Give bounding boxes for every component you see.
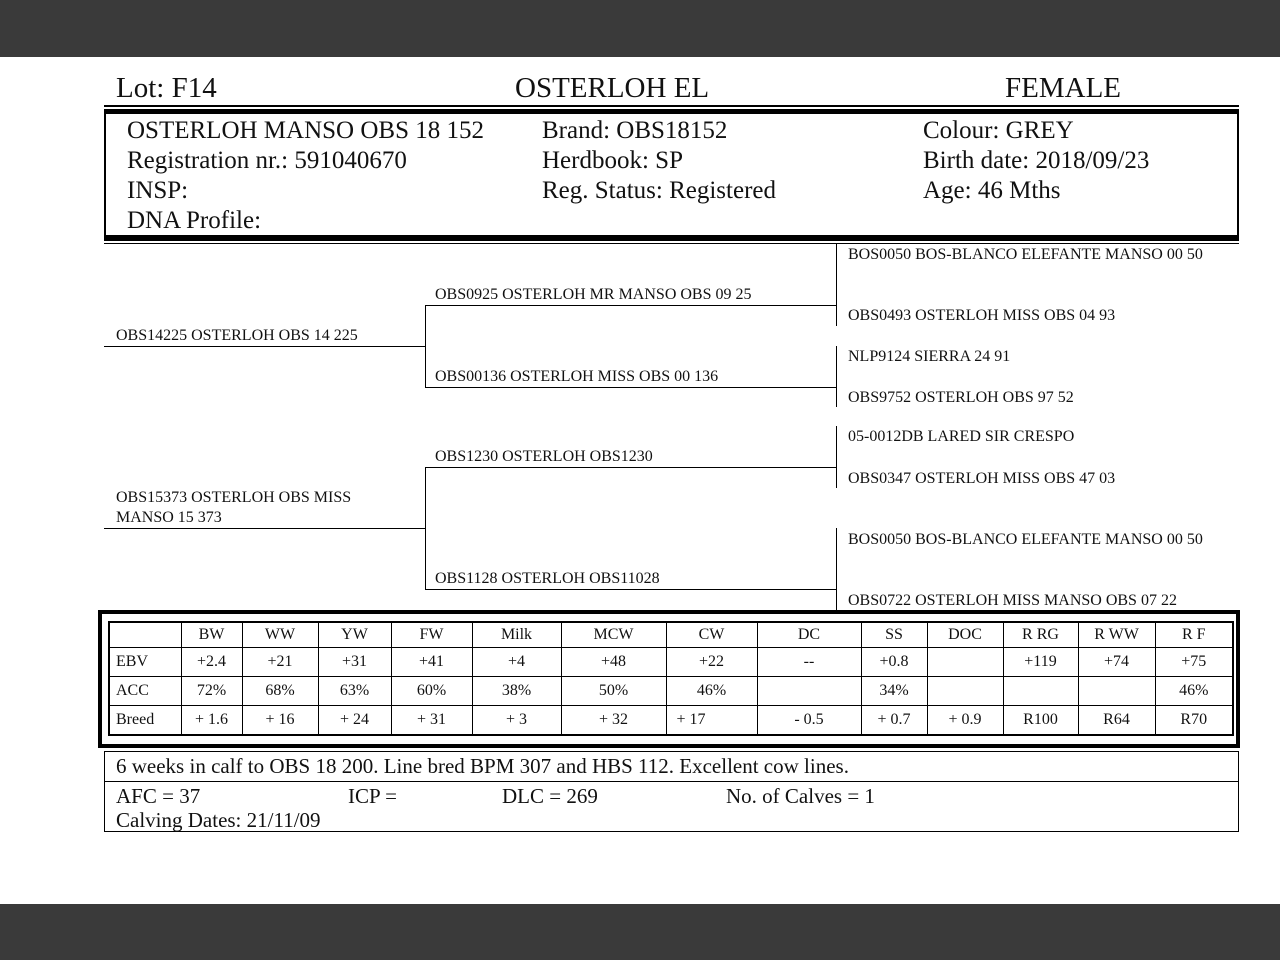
colour: Colour: GREY	[923, 117, 1074, 144]
lot-number: Lot: F14	[116, 72, 217, 104]
table-cell: 38%	[472, 677, 561, 706]
pedigree-gg-8: OBS0722 OSTERLOH MISS MANSO OBS 07 22	[848, 592, 1177, 609]
table-header-row	[109, 622, 1233, 648]
calving-dates: Calving Dates: 21/11/09	[116, 808, 321, 832]
dlc: DLC = 269	[502, 784, 598, 808]
gg-bracket-1	[836, 244, 837, 326]
table-cell	[757, 677, 861, 706]
age: Age: 46 Mths	[923, 177, 1061, 204]
table-cell: +119	[1003, 648, 1078, 677]
pedigree-gg-3: NLP9124 SIERRA 24 91	[848, 348, 1011, 365]
table-cell: + 3	[472, 706, 561, 736]
pedigree-gg-4: OBS9752 OSTERLOH OBS 97 52	[848, 389, 1074, 406]
table-cell: + 0.7	[861, 706, 927, 736]
table-cell: + 1.6	[181, 706, 242, 736]
pedigree-sire-sire: OBS0925 OSTERLOH MR MANSO OBS 09 25	[435, 286, 752, 303]
birth-date: Birth date: 2018/09/23	[923, 147, 1150, 174]
sire-sire-line	[425, 305, 836, 306]
dam-line	[104, 528, 425, 529]
pedigree-dam: OBS15373 OSTERLOH OBS MISS MANSO 15 373	[116, 489, 352, 526]
pedigree-gg-6: OBS0347 OSTERLOH MISS OBS 47 03	[848, 470, 1116, 487]
comment-text: 6 weeks in calf to OBS 18 200. Line bred BPM 307 and HBS 112. Excellent cow lines.	[116, 754, 849, 778]
table-cell: + 17	[666, 706, 757, 736]
gg-bracket-3	[836, 426, 837, 488]
table-row-breed	[109, 706, 1233, 736]
sire-dam-line	[425, 387, 836, 388]
table-cell	[927, 648, 1003, 677]
pedigree-sire-dam: OBS00136 OSTERLOH MISS OBS 00 136	[435, 368, 719, 385]
table-cell: 63%	[318, 677, 391, 706]
table-cell	[1003, 677, 1078, 706]
info-rule-thick	[104, 235, 1239, 241]
header-cell: CW	[666, 622, 757, 648]
top-frame-bar	[0, 0, 1280, 57]
gg-bracket-4	[836, 528, 837, 610]
animal-sex: FEMALE	[1005, 72, 1121, 104]
table-cell: +0.8	[861, 648, 927, 677]
header-cell: R F	[1155, 622, 1233, 648]
table-cell: +2.4	[181, 648, 242, 677]
table-cell: +4	[472, 648, 561, 677]
table-cell: 46%	[1155, 677, 1233, 706]
table-cell: + 32	[561, 706, 666, 736]
row-label: Breed	[109, 706, 181, 736]
table-cell: - 0.5	[757, 706, 861, 736]
table-cell: 46%	[666, 677, 757, 706]
table-row-ebv	[109, 648, 1233, 677]
header-cell: DOC	[927, 622, 1003, 648]
info-left-border	[104, 114, 106, 236]
comment-box	[104, 751, 1239, 782]
dna-profile: DNA Profile:	[127, 207, 262, 234]
table-row-acc	[109, 677, 1233, 706]
info-rule-thin	[104, 243, 1239, 244]
header-cell: DC	[757, 622, 861, 648]
table-cell: + 0.9	[927, 706, 1003, 736]
table-cell	[927, 677, 1003, 706]
table-cell: R100	[1003, 706, 1078, 736]
pedigree-dam-sire: OBS1230 OSTERLOH OBS1230	[435, 448, 653, 465]
header-cell	[109, 622, 181, 648]
header-rule-thin	[104, 105, 1239, 107]
table-cell: +48	[561, 648, 666, 677]
dam-sire-line	[425, 467, 836, 468]
table-cell: 50%	[561, 677, 666, 706]
info-col-1	[127, 116, 484, 236]
header-cell: MCW	[561, 622, 666, 648]
table-cell: +22	[666, 648, 757, 677]
header-cell: Milk	[472, 622, 561, 648]
table-cell: +74	[1078, 648, 1155, 677]
header-rule-thick	[104, 109, 1239, 114]
header-cell: R RG	[1003, 622, 1078, 648]
calving-box	[104, 781, 1239, 832]
sire-line	[104, 346, 425, 347]
table-cell: +31	[318, 648, 391, 677]
reg-status: Reg. Status: Registered	[542, 177, 776, 204]
bottom-frame-bar	[0, 904, 1280, 960]
info-right-border	[1237, 114, 1239, 236]
dam-bracket	[425, 467, 426, 590]
header-cell: BW	[181, 622, 242, 648]
pedigree-dam-dam: OBS1128 OSTERLOH OBS11028	[435, 570, 660, 587]
table-cell: --	[757, 648, 861, 677]
header-cell: FW	[391, 622, 472, 648]
pedigree-gg-5: 05-0012DB LARED SIR CRESPO	[848, 428, 1075, 445]
table-cell: + 24	[318, 706, 391, 736]
afc: AFC = 37	[116, 784, 201, 808]
header-cell: SS	[861, 622, 927, 648]
animal-name: OSTERLOH EL	[515, 72, 710, 104]
table-cell: 72%	[181, 677, 242, 706]
table-cell: R64	[1078, 706, 1155, 736]
table-cell: +21	[242, 648, 318, 677]
icp: ICP =	[348, 784, 397, 808]
table-cell: 68%	[242, 677, 318, 706]
header-cell: WW	[242, 622, 318, 648]
pedigree-gg-2: OBS0493 OSTERLOH MISS OBS 04 93	[848, 307, 1116, 324]
gg-bracket-2	[836, 346, 837, 407]
row-label: ACC	[109, 677, 181, 706]
info-col-2	[542, 116, 776, 206]
dam-dam-line	[425, 589, 836, 590]
table-cell: + 31	[391, 706, 472, 736]
table-cell: 34%	[861, 677, 927, 706]
full-name: OSTERLOH MANSO OBS 18 152	[127, 117, 484, 144]
herdbook: Herdbook: SP	[542, 147, 683, 174]
pedigree-gg-1: BOS0050 BOS-BLANCO ELEFANTE MANSO 00 50	[848, 246, 1203, 263]
brand: Brand: OBS18152	[542, 117, 728, 144]
table-cell: 60%	[391, 677, 472, 706]
pedigree-sire: OBS14225 OSTERLOH OBS 14 225	[116, 327, 358, 344]
row-label: EBV	[109, 648, 181, 677]
table-cell: R70	[1155, 706, 1233, 736]
info-col-3	[923, 116, 1149, 206]
no-of-calves: No. of Calves = 1	[726, 784, 875, 808]
table-cell: +41	[391, 648, 472, 677]
table-cell: +75	[1155, 648, 1233, 677]
ebv-table	[108, 621, 1234, 736]
pedigree-gg-7: BOS0050 BOS-BLANCO ELEFANTE MANSO 00 50	[848, 531, 1203, 548]
header-cell: R WW	[1078, 622, 1155, 648]
registration-number: Registration nr.: 591040670	[127, 147, 407, 174]
table-cell: + 16	[242, 706, 318, 736]
insp: INSP:	[127, 177, 189, 204]
table-cell	[1078, 677, 1155, 706]
sire-bracket	[425, 305, 426, 388]
header-cell: YW	[318, 622, 391, 648]
